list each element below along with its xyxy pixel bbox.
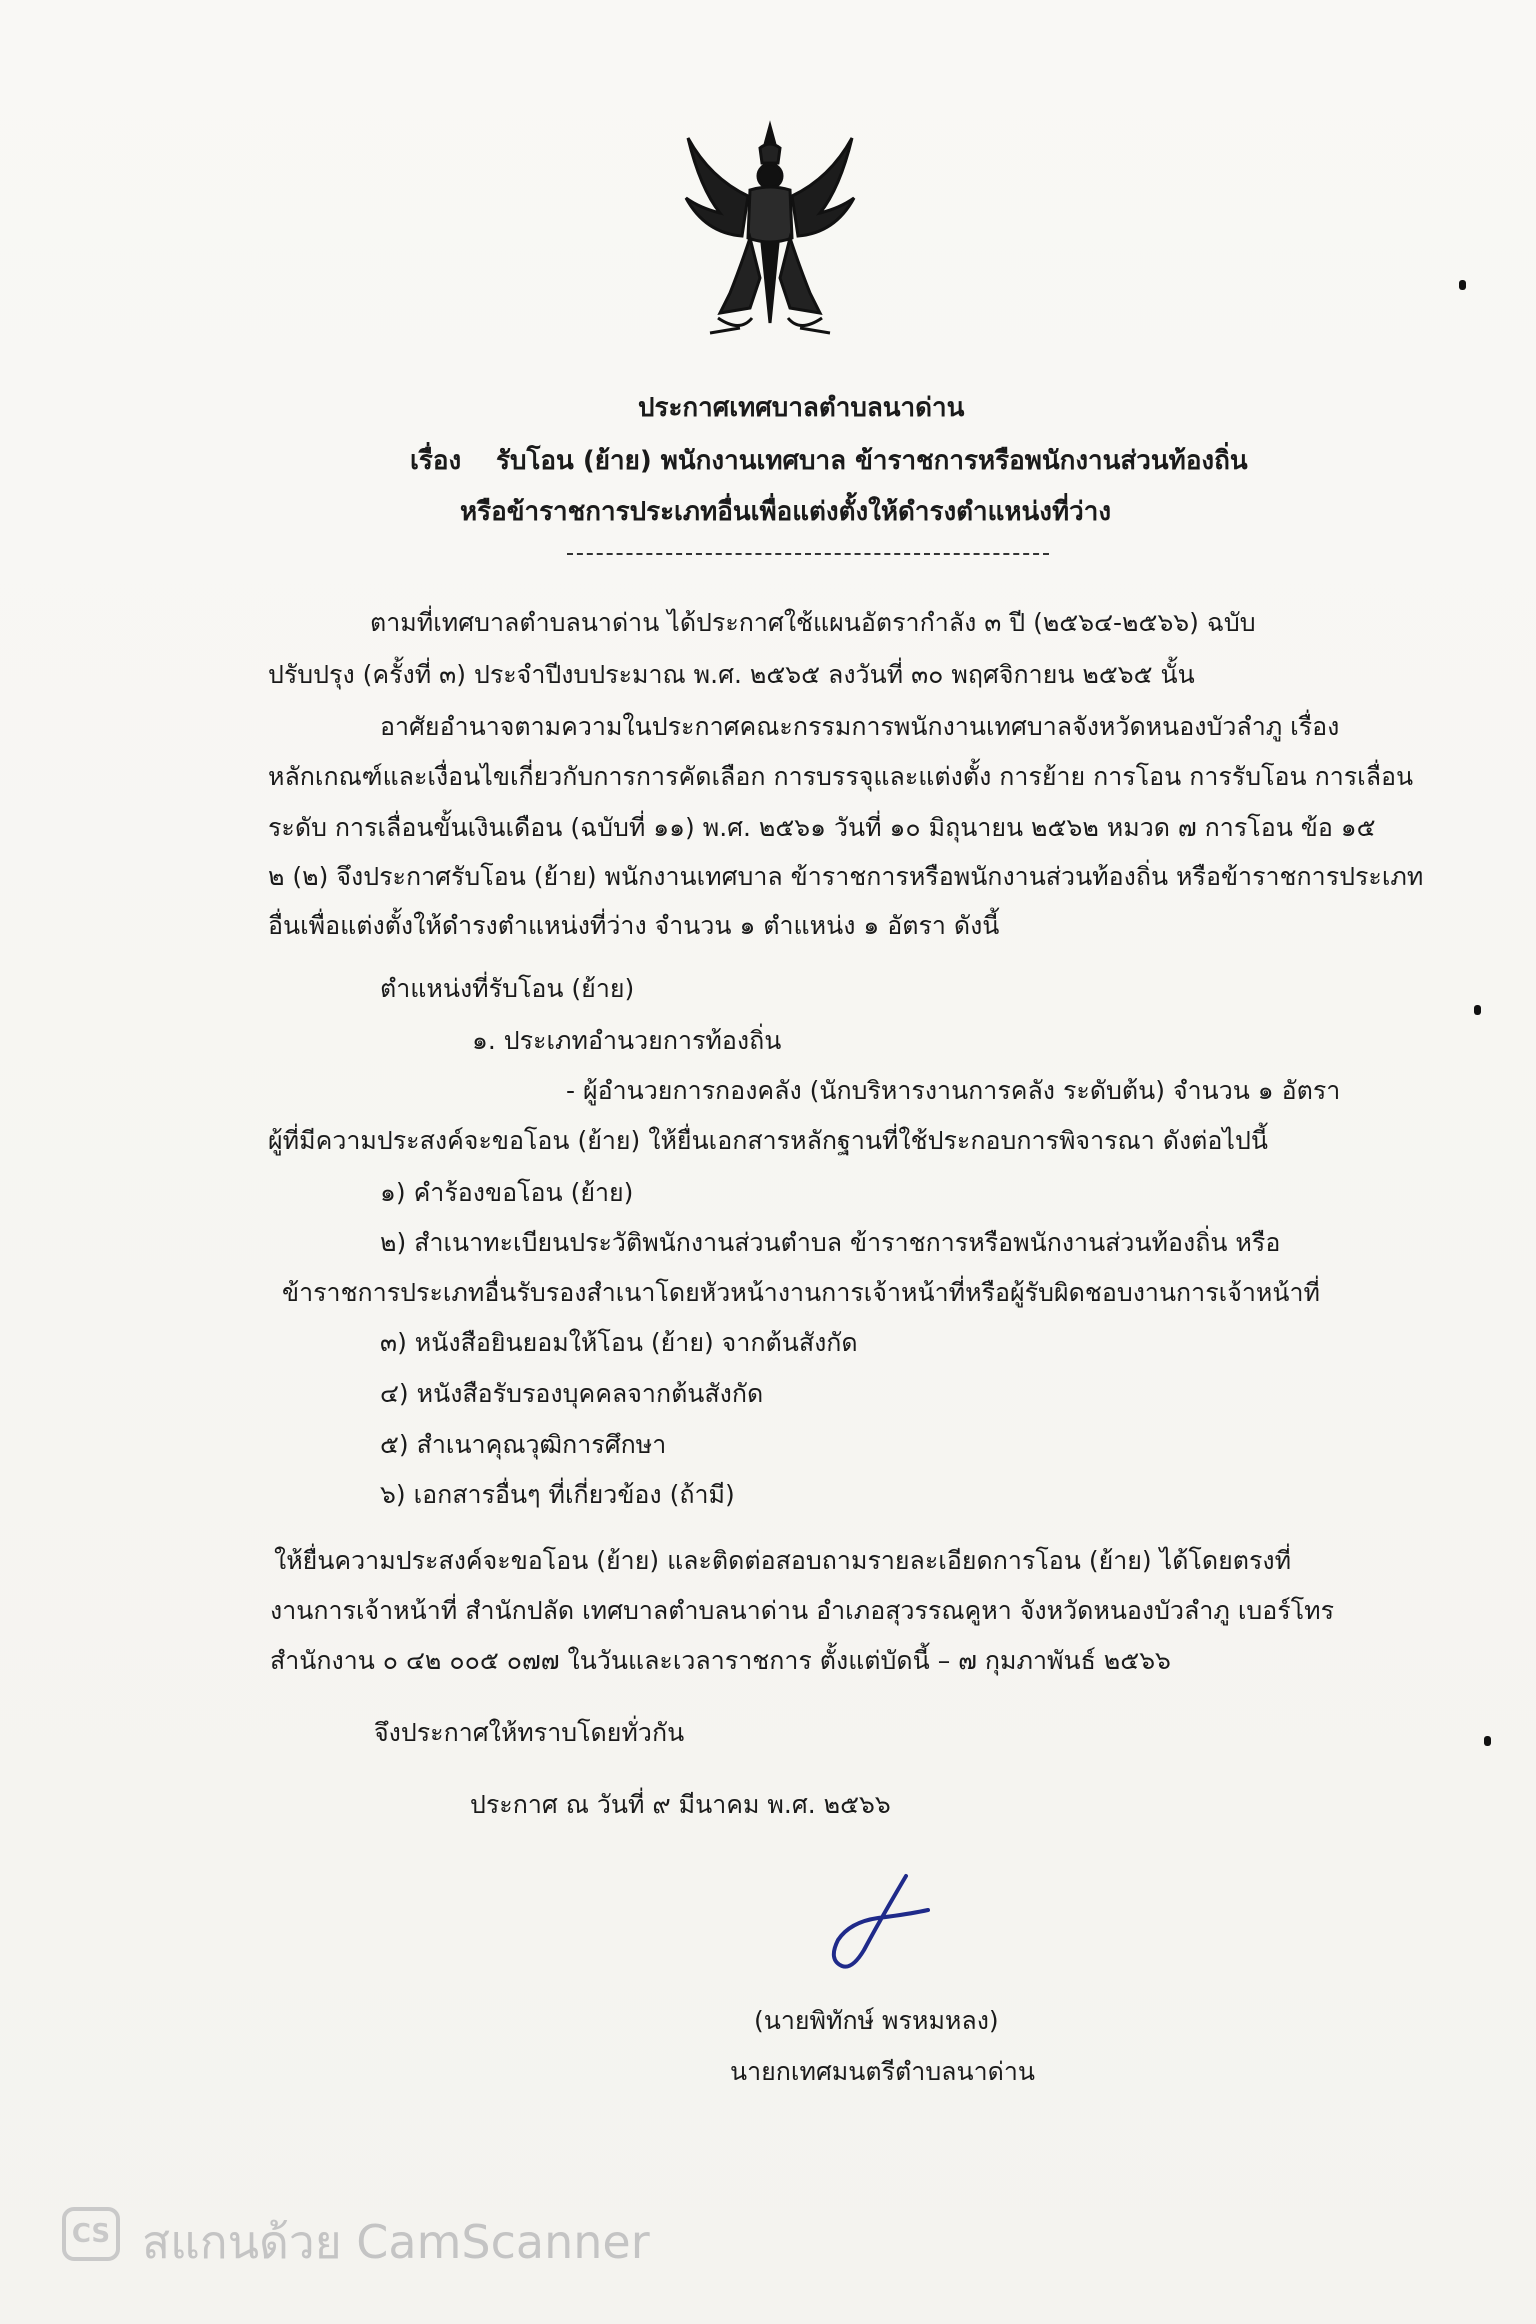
closing-statement: จึงประกาศให้ทราบโดยทั่วกัน <box>374 1718 685 1747</box>
paragraph-2-line-4: ๒ (๒) จึงประกาศรับโอน (ย้าย) พนักงานเทศบาล ข้าราชการหรือพนักงานส่วนท้องถิ่น หรือข้าราชการประเภท <box>268 862 1424 891</box>
heading-divider <box>567 553 1049 555</box>
document-1: ๑) คำร้องขอโอน (ย้าย) <box>380 1178 634 1207</box>
paragraph-2-line-2: หลักเกณฑ์และเงื่อนไขเกี่ยวกับการการคัดเลือก การบรรจุและแต่งตั้ง การย้าย การโอน การรับโอน การเลื่อน <box>268 762 1414 791</box>
position-item: - ผู้อำนวยการกองคลัง (นักบริหารงานการคลัง ระดับต้น) จำนวน ๑ อัตรา <box>566 1076 1341 1105</box>
documents-intro: ผู้ที่มีความประสงค์จะขอโอน (ย้าย) ให้ยื่นเอกสารหลักฐานที่ใช้ประกอบการพิจารณา ดังต่อไปนี้ <box>268 1126 1268 1155</box>
subject-line-2: หรือข้าราชการประเภทอื่นเพื่อแต่งตั้งให้ดำรงตำแหน่งที่ว่าง <box>460 497 1112 527</box>
paragraph-2-line-3: ระดับ การเลื่อนขั้นเงินเดือน (ฉบับที่ ๑๑) พ.ศ. ๒๕๖๑ วันที่ ๑๐ มิถุนายน ๒๕๖๒ หมวด ๗ การโอน ข้อ ๑๕ <box>268 813 1376 842</box>
subject-line-1: รับโอน (ย้าย) พนักงานเทศบาล ข้าราชการหรือพนักงานส่วนท้องถิ่น <box>496 446 1248 476</box>
scan-speck <box>1484 1736 1491 1746</box>
paragraph-3-line-3: สำนักงาน ๐ ๔๒ ๐๐๕ ๐๗๗ ในวันและเวลาราชการ ตั้งแต่บัดนี้ – ๗ กุมภาพันธ์ ๒๕๖๖ <box>270 1646 1171 1675</box>
camscanner-logo-icon: CS <box>62 2207 120 2261</box>
announcement-title: ประกาศเทศบาลตำบลนาด่าน <box>638 393 965 423</box>
subject-label: เรื่อง <box>410 446 462 476</box>
scan-speck <box>1474 1005 1481 1015</box>
position-heading: ตำแหน่งที่รับโอน (ย้าย) <box>380 974 635 1003</box>
document-2-line-2: ข้าราชการประเภทอื่นรับรองสำเนาโดยหัวหน้างานการเจ้าหน้าที่หรือผู้รับผิดชอบงานการเจ้าหน้าที่ <box>282 1278 1320 1307</box>
document-3: ๓) หนังสือยินยอมให้โอน (ย้าย) จากต้นสังกัด <box>380 1328 858 1357</box>
document-6: ๖) เอกสารอื่นๆ ที่เกี่ยวข้อง (ถ้ามี) <box>380 1480 735 1509</box>
paragraph-1-line-2: ปรับปรุง (ครั้งที่ ๓) ประจำปีงบประมาณ พ.ศ. ๒๕๖๕ ลงวันที่ ๓๐ พฤศจิกายน ๒๕๖๕ นั้น <box>268 660 1195 689</box>
garuda-emblem-icon <box>680 118 860 348</box>
paragraph-1-line-1: ตามที่เทศบาลตำบลนาด่าน ได้ประกาศใช้แผนอัตรากำลัง ๓ ปี (๒๕๖๔-๒๕๖๖) ฉบับ <box>370 608 1256 637</box>
announcement-date: ประกาศ ณ วันที่ ๙ มีนาคม พ.ศ. ๒๕๖๖ <box>470 1790 891 1819</box>
scan-speck <box>1459 280 1466 290</box>
handwritten-signature <box>820 1870 940 1980</box>
signatory-name: (นายพิทักษ์ พรหมหลง) <box>754 2006 999 2035</box>
document-2-line-1: ๒) สำเนาทะเบียนประวัติพนักงานส่วนตำบล ข้าราชการหรือพนักงานส่วนท้องถิ่น หรือ <box>380 1228 1281 1257</box>
paragraph-2-line-5: อื่นเพื่อแต่งตั้งให้ดำรงตำแหน่งที่ว่าง จำนวน ๑ ตำแหน่ง ๑ อัตรา ดังนี้ <box>268 911 1000 940</box>
paragraph-3-line-2: งานการเจ้าหน้าที่ สำนักปลัด เทศบาลตำบลนาด่าน อำเภอสุวรรณคูหา จังหวัดหนองบัวลำภู เบอร์โทร <box>270 1596 1335 1625</box>
document-4: ๔) หนังสือรับรองบุคคลจากต้นสังกัด <box>380 1379 764 1408</box>
camscanner-watermark: สแกนด้วย CamScanner <box>142 2215 650 2269</box>
position-type: ๑. ประเภทอำนวยการท้องถิ่น <box>472 1026 782 1055</box>
signatory-position: นายกเทศมนตรีตำบลนาด่าน <box>730 2057 1035 2086</box>
document-5: ๕) สำเนาคุณวุฒิการศึกษา <box>380 1430 667 1459</box>
paragraph-3-line-1: ให้ยื่นความประสงค์จะขอโอน (ย้าย) และติดต่อสอบถามรายละเอียดการโอน (ย้าย) ได้โดยตรงที่ <box>274 1546 1292 1575</box>
paragraph-2-line-1: อาศัยอำนาจตามความในประกาศคณะกรรมการพนักงานเทศบาลจังหวัดหนองบัวลำภู เรื่อง <box>380 712 1340 741</box>
